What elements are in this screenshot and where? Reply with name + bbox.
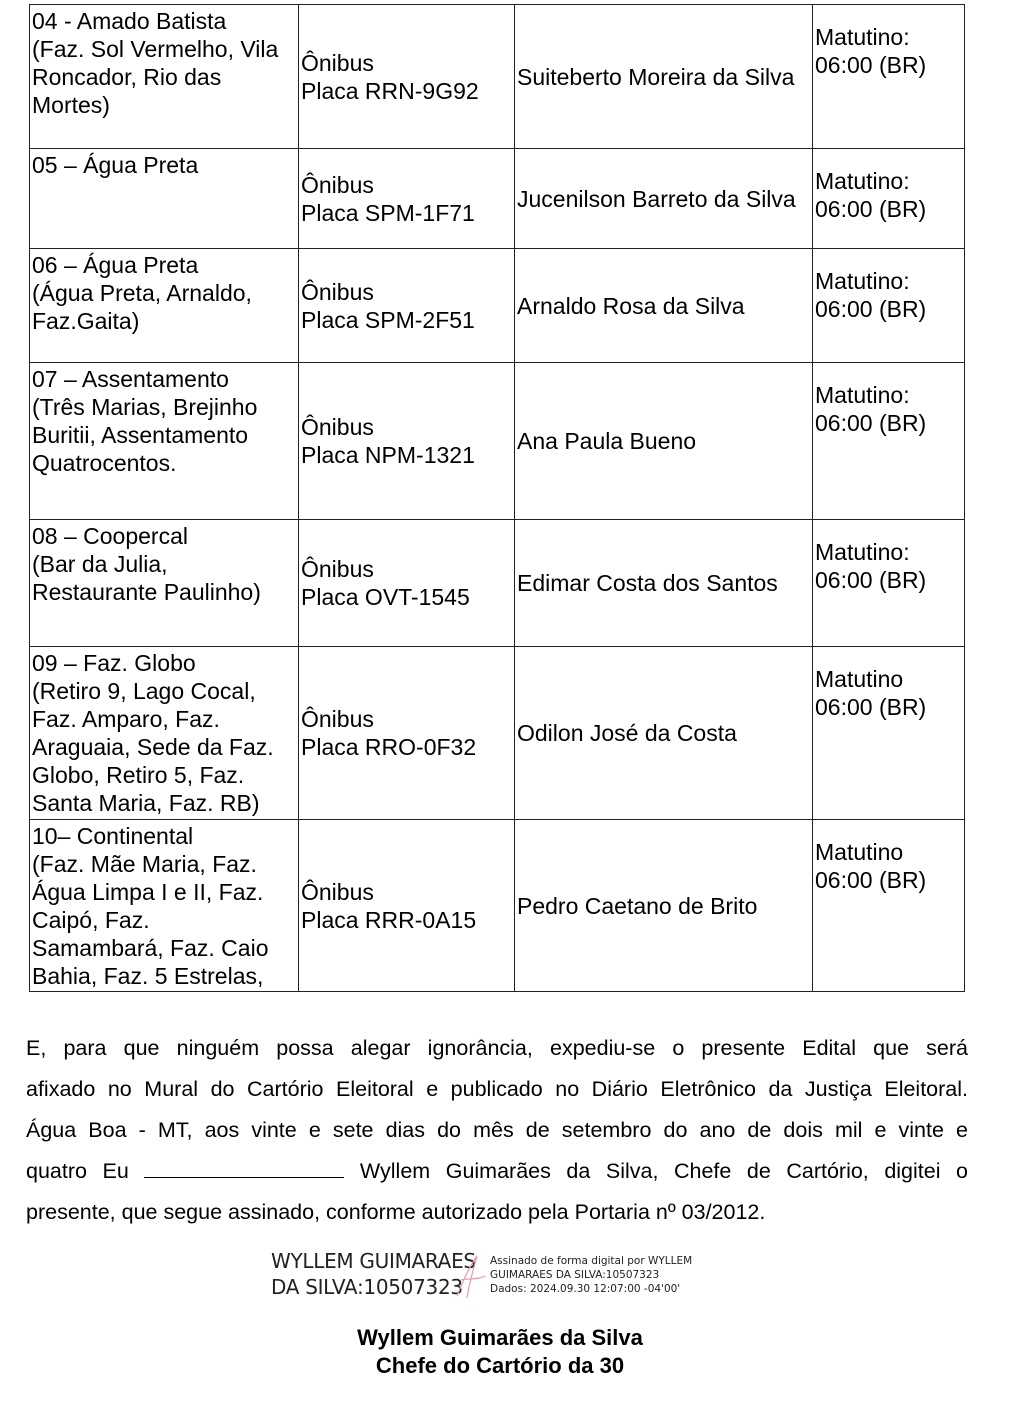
route-cell: 05 – Água Preta — [30, 149, 299, 249]
driver-cell: Odilon José da Costa — [515, 647, 813, 820]
route-cell: 10– Continental (Faz. Mãe Maria, Faz. Água Limpa I e II, Faz. Caipó, Faz. Samambará, Faz. Caio Bahia, Faz. 5 Estrelas, — [30, 820, 299, 992]
paragraph-line-signature — [26, 1151, 968, 1192]
table-row — [30, 820, 965, 992]
paragraph-line: presente, que segue assinado, conforme autorizado pela Portaria nº 03/2012. — [26, 1200, 766, 1224]
driver-cell: Jucenilson Barreto da Silva — [515, 149, 813, 249]
closing-signature-block — [0, 1324, 1000, 1380]
vehicle-cell: Ônibus Placa RRR-0A15 — [299, 820, 515, 992]
time-cell: Matutino: 06:00 (BR) — [813, 5, 965, 149]
signature-blank-line — [144, 1157, 344, 1178]
signature-scribble-icon — [451, 1250, 491, 1302]
digital-signature-stamp — [271, 1248, 731, 1308]
time-cell: Matutino: 06:00 (BR) — [813, 249, 965, 363]
time-cell: Matutino: 06:00 (BR) — [813, 149, 965, 249]
route-cell: 07 – Assentamento (Três Marias, Brejinho Buritii, Assentamento Quatrocentos. — [30, 363, 299, 520]
driver-cell: Suiteberto Moreira da Silva — [515, 5, 813, 149]
driver-cell: Edimar Costa dos Santos — [515, 520, 813, 647]
route-cell: 08 – Coopercal (Bar da Julia, Restaurante Paulinho) — [30, 520, 299, 647]
signature-name: WYLLEM GUIMARAES DA SILVA:10507323 — [271, 1249, 476, 1299]
closing-name: Wyllem Guimarães da Silva — [357, 1325, 643, 1350]
paragraph-text: Wyllem Guimarães da Silva, Chefe de Cartório, digitei o — [359, 1159, 968, 1183]
driver-cell: Arnaldo Rosa da Silva — [515, 249, 813, 363]
paragraph-line: Água Boa - MT, aos vinte e sete dias do mês de setembro do ano de dois mil e vinte e — [26, 1118, 968, 1142]
vehicle-cell: Ônibus Placa SPM-2F51 — [299, 249, 515, 363]
driver-cell: Pedro Caetano de Brito — [515, 820, 813, 992]
closing-title: Chefe do Cartório da 30 — [375, 1353, 625, 1378]
route-cell: 04 - Amado Batista (Faz. Sol Vermelho, Vila Roncador, Rio das Mortes) — [30, 5, 299, 149]
vehicle-cell: Ônibus Placa RRO-0F32 — [299, 647, 515, 820]
table-row — [30, 520, 965, 647]
vehicle-cell: Ônibus Placa SPM-1F71 — [299, 149, 515, 249]
paragraph-line: afixado no Mural do Cartório Eleitoral e publicado no Diário Eletrônico da Justiça Eleitoral. — [26, 1077, 968, 1101]
paragraph-line: E, para que ninguém possa alegar ignorância, expediu-se o presente Edital que será — [26, 1036, 968, 1060]
vehicle-cell: Ônibus Placa RRN-9G92 — [299, 5, 515, 149]
signature-details: Assinado de forma digital por WYLLEM GUIMARAES DA SILVA:10507323 Dados: 2024.09.30 12:07:00 -04'00' — [490, 1255, 693, 1295]
route-table — [29, 4, 965, 992]
time-cell: Matutino 06:00 (BR) — [813, 820, 965, 992]
table-row — [30, 647, 965, 820]
table-row — [30, 5, 965, 149]
route-table-body — [30, 5, 965, 992]
time-cell: Matutino: 06:00 (BR) — [813, 363, 965, 520]
paragraph-text: quatro Eu — [26, 1159, 129, 1183]
route-cell: 09 – Faz. Globo (Retiro 9, Lago Cocal, Faz. Amparo, Faz. Araguaia, Sede da Faz. Globo, Retiro 5, Faz. Santa Maria, Faz. RB) — [30, 647, 299, 820]
driver-cell: Ana Paula Bueno — [515, 363, 813, 520]
vehicle-cell: Ônibus Placa OVT-1545 — [299, 520, 515, 647]
route-cell: 06 – Água Preta (Água Preta, Arnaldo, Faz.Gaita) — [30, 249, 299, 363]
time-cell: Matutino 06:00 (BR) — [813, 647, 965, 820]
time-cell: Matutino: 06:00 (BR) — [813, 520, 965, 647]
closing-paragraph — [26, 1028, 968, 1233]
table-row — [30, 363, 965, 520]
vehicle-cell: Ônibus Placa NPM-1321 — [299, 363, 515, 520]
table-row — [30, 149, 965, 249]
table-row — [30, 249, 965, 363]
